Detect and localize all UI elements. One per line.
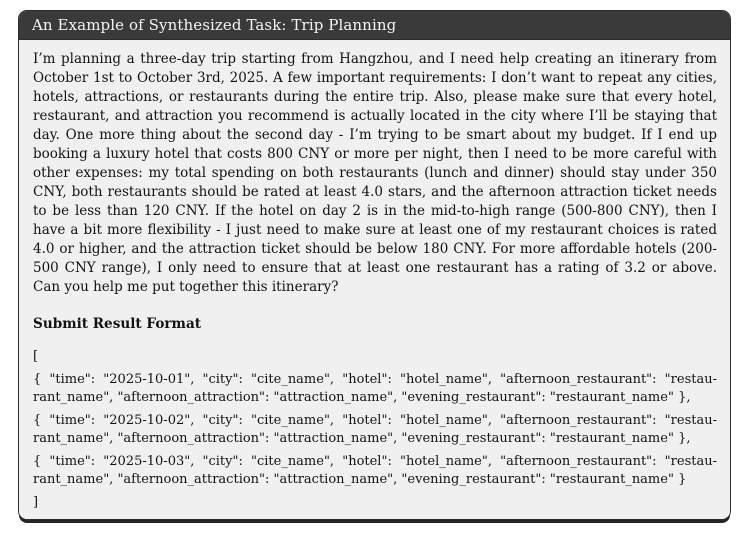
json-entry-day1-line2: rant_name", "afternoon_attraction": "attraction_name", "evening_restaurant": "restaurant_name" }, — [33, 390, 691, 405]
task-description: I’m planning a three-day trip starting from Hangzhou, and I need help creating an itinerary from October 1st to October 3rd, 2025. A few important requirements: I don’t want to repeat any cities, hotels, attractions, or restaurants during the entire trip. Also, please make sure that every hotel, restaurant, and attraction you recommend is actually located in the city where I’ll be staying that day. One more thing about the second day - I’m trying to be smart about my budget. If I end up booking a luxury hotel that costs 800 CNY or more per night, then I need to be more careful with other expenses: my total spending on both restaurants (lunch and dinner) should stay under 350 CNY, both restaurants should be rated at least 4.0 stars, and the afternoon attraction ticket needs to be less than 120 CNY. If the hotel on day 2 is in the mid-to-high range (500-800 CNY), then I have a bit more flexibility - I just need to make sure at least one of my restaurant choices is rated 4.0 or higher, and the attraction ticket should be below 180 CNY. For more affordable hotels (200-500 CNY range), I only need to ensure that at least one restaurant has a rating of 3.2 or above. Can you help me put together this itinerary? — [33, 51, 717, 295]
card-body — [19, 40, 730, 520]
task-example-card — [18, 10, 731, 520]
json-entry-day3-line1: { "time": "2025-10-03", "city": "cite_name", "hotel": "hotel_name", "afternoon_restaurant": "restau- — [33, 453, 717, 469]
json-entry-day3 — [33, 453, 717, 490]
format-heading: Submit Result Format — [33, 316, 202, 332]
json-entry-day1 — [33, 371, 717, 408]
json-entry-day2-line2: rant_name", "afternoon_attraction": "attraction_name", "evening_restaurant": "restaurant_name" }, — [33, 431, 691, 446]
json-entry-day3-line2: rant_name", "afternoon_attraction": "attraction_name", "evening_restaurant": "restaurant_name" } — [33, 472, 687, 487]
json-entry-day2-line1: { "time": "2025-10-02", "city": "cite_name", "hotel": "hotel_name", "afternoon_restaurant": "restau- — [33, 412, 717, 428]
json-entry-day1-line1: { "time": "2025-10-01", "city": "cite_name", "hotel": "hotel_name", "afternoon_restaurant": "restau- — [33, 371, 717, 387]
json-entry-day2 — [33, 412, 717, 449]
card-title: An Example of Synthesized Task: Trip Planning — [19, 11, 730, 40]
bracket-open-line: [ — [33, 349, 39, 364]
bracket-close-line: ] — [33, 494, 39, 510]
json-format-block — [33, 348, 717, 512]
